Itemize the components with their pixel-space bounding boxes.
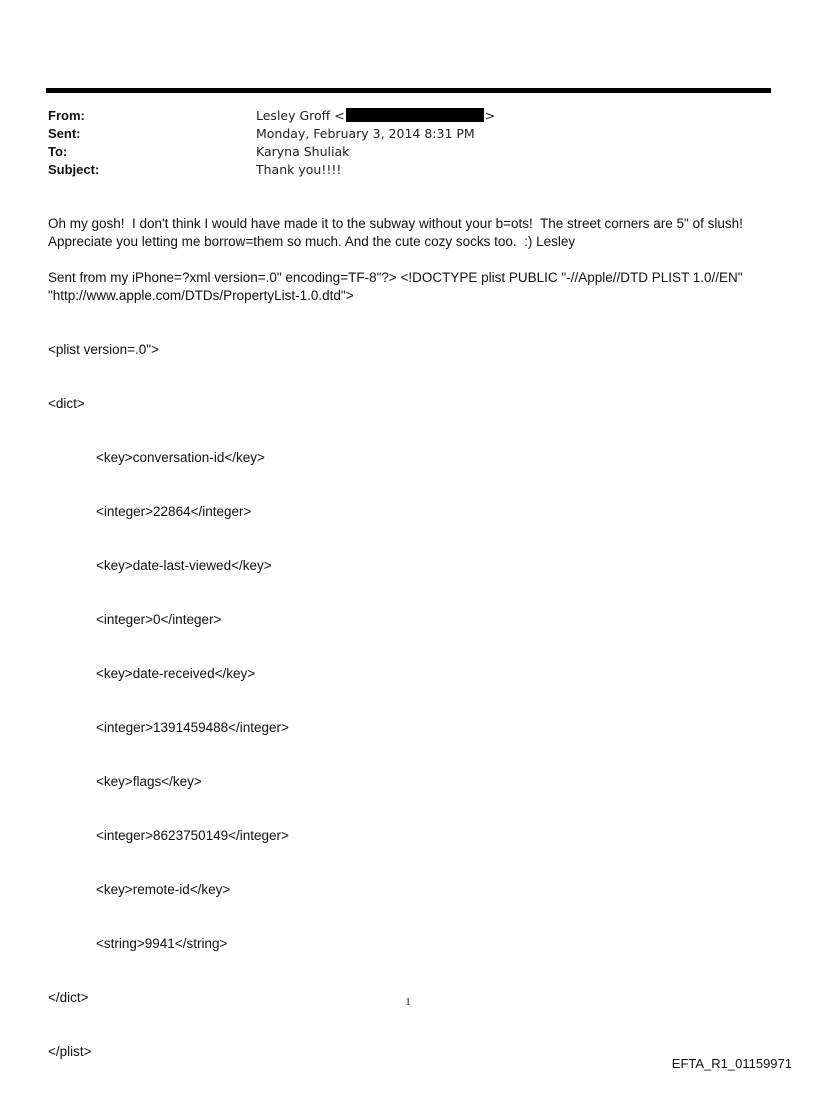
xml-line: <integer>0</integer> (96, 612, 222, 627)
to-value: Karyna Shuliak (256, 144, 350, 159)
xml-line: <key>date-received</key> (96, 666, 256, 681)
subject-value: Thank you!!!! (256, 162, 342, 177)
from-name: Lesley Groff < (256, 108, 345, 123)
xml-line: </dict> (48, 990, 89, 1005)
document-id: EFTA_R1_01159971 (671, 1056, 792, 1071)
xml-line: <key>remote-id</key> (96, 882, 231, 897)
xml-line: <key>date-last-viewed</key> (96, 558, 272, 573)
paragraph-gap (48, 251, 768, 269)
body-line-1: Oh my gosh! I don't think I would have made it to the subway without your b=ots! The street corners are 5" of slush! (48, 216, 743, 231)
sent-value: Monday, February 3, 2014 8:31 PM (256, 126, 475, 141)
to-label: To: (48, 144, 68, 159)
xml-line: <dict> (48, 396, 85, 411)
xml-line: <string>9941</string> (96, 936, 228, 951)
xml-line: <integer>8623750149</integer> (96, 828, 289, 843)
plist-block (48, 305, 768, 1097)
page-number: 1 (405, 996, 411, 1008)
xml-line: <key>flags</key> (96, 774, 202, 789)
sent-label: Sent: (48, 126, 81, 141)
xml-line: <integer>1391459488</integer> (96, 720, 289, 735)
sent-row (48, 125, 495, 143)
subject-row (48, 161, 495, 179)
xml-line: <integer>22864</integer> (96, 504, 252, 519)
xml-line: </plist> (48, 1044, 92, 1059)
xml-line: <key>conversation-id</key> (96, 450, 265, 465)
email-header-block (48, 107, 495, 179)
to-row (48, 143, 495, 161)
from-value (256, 107, 495, 125)
from-row (48, 107, 495, 125)
email-body (48, 215, 768, 1097)
signature-line-2: "http://www.apple.com/DTDs/PropertyList-1.0.dtd"> (48, 288, 354, 303)
body-line-2: Appreciate you letting me borrow=them so much. And the cute cozy socks too. :) Lesley (48, 234, 576, 249)
redaction-block (346, 108, 484, 122)
header-divider (46, 88, 771, 93)
xml-line: <plist version=.0"> (48, 342, 159, 357)
from-close: > (484, 108, 496, 123)
signature-line-1: Sent from my iPhone=?xml version=.0" encoding=TF-8"?> <!DOCTYPE plist PUBLIC "-//Apple//DTD PLIST 1.0//EN" (48, 270, 743, 285)
from-label: From: (48, 108, 85, 123)
subject-label: Subject: (48, 162, 100, 177)
